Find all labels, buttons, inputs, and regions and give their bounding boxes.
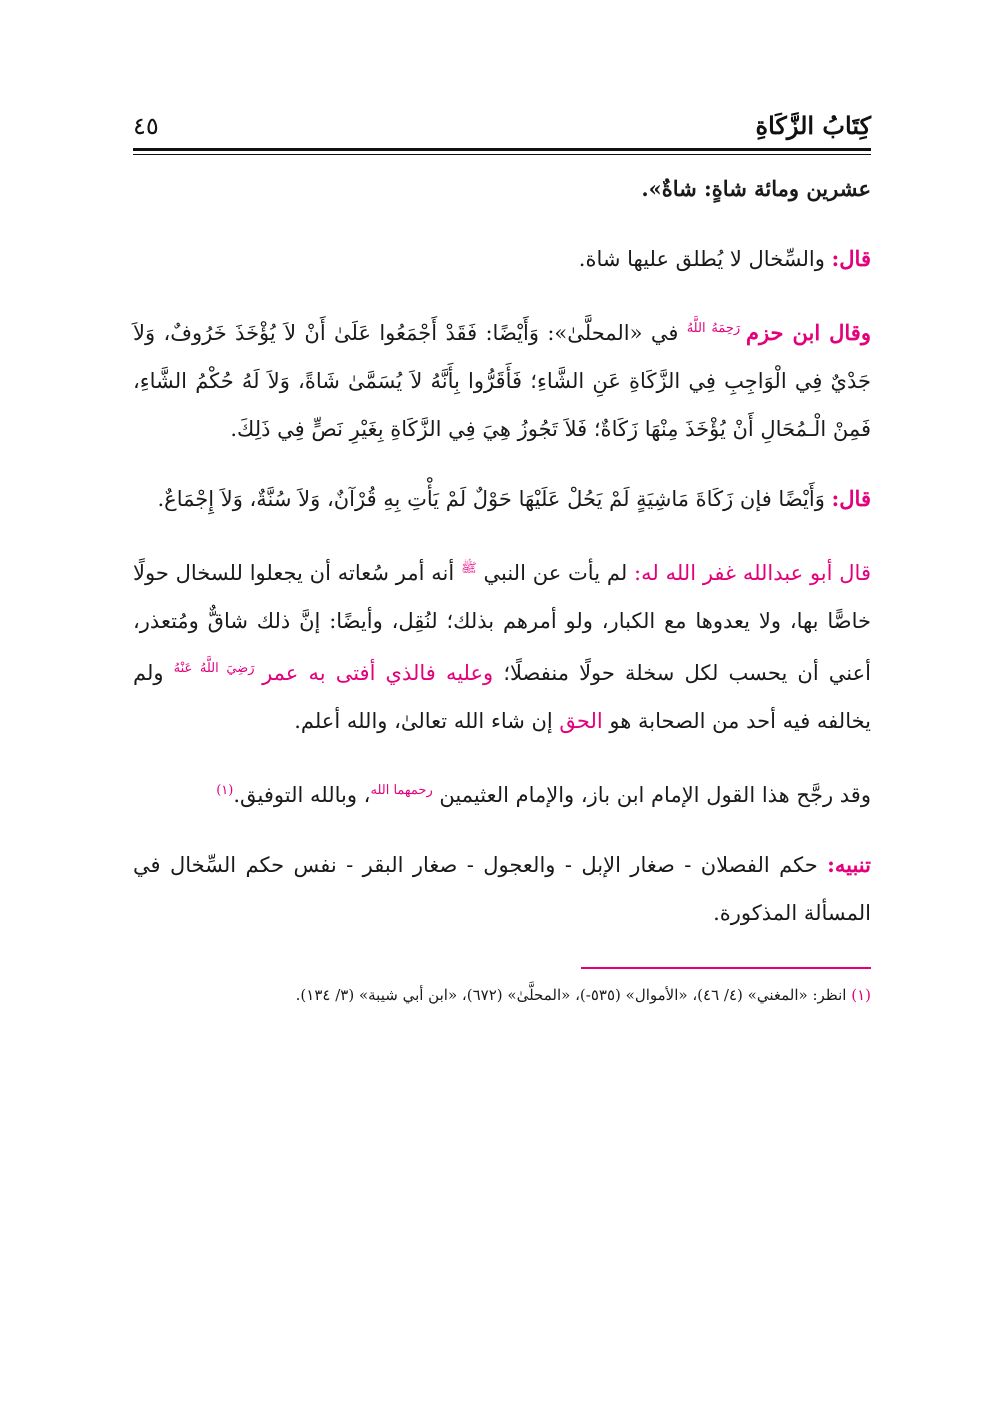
paragraph-5-highlight-b: الحق	[559, 709, 603, 733]
paragraph-5-text-b: أنه أمر سُعاته أن يجعلوا للسخال حولًا خاصًّا بها، ولا يعدوها مع الكبار، ولو أمرهم بذلك؛ لنُقِل، وأيضًا: إنَّ ذلك شاقٌّ ومُتعذر، أعني أن يحسب لكل سخلة حولًا منفصلًا؛	[133, 561, 872, 685]
qala-label: قال:	[831, 246, 871, 271]
paragraph-4	[133, 475, 871, 523]
footnote-marker: (١)	[851, 986, 871, 1004]
paragraph-7	[133, 841, 871, 937]
paragraph-2-text: والسِّخال لا يُطلق عليها شاة.	[578, 247, 832, 271]
paragraph-7-text: حكم الفصلان - صغار الإبل - والعجول - صغار البقر - نفس حكم السِّخال في المسألة المذكورة.	[133, 853, 871, 925]
footnote-ref[interactable]: (١)	[216, 783, 234, 798]
paragraph-6	[133, 767, 871, 819]
footnote	[133, 981, 871, 1009]
paragraph-6-text-b: ، وبالله التوفيق.	[233, 783, 371, 807]
paragraph-3	[133, 305, 871, 453]
page-body	[133, 165, 871, 937]
tanbih-label: تنبيه:	[827, 852, 871, 877]
chapter-title: كِتَابُ الزَّكَاةِ	[755, 111, 871, 140]
paragraph-5-text-c: ولم يخالفه فيه أحد من الصحابة هو	[133, 661, 871, 733]
footnote-rule	[581, 967, 871, 969]
paragraph-5-text-a: لم يأت عن النبي	[476, 561, 635, 585]
paragraph-5	[133, 545, 871, 745]
honorific-radiyallah: رَضِيَ اللَّهُ عَنْهُ	[173, 661, 263, 676]
footnote-text: انظر: «المغني» (٤/ ٤٦)، «الأموال» (٥٣٥-)، «المحلَّىٰ» (٦٧٢)، «ابن أبي شيبة» (٣/ ١٣٤).	[295, 986, 852, 1004]
paragraph-3-text: في «المحلَّىٰ»: وَأَيْضًا: فَقَدْ أَجْمَعُوا عَلَىٰ أَنْ لاَ يُؤْخَذَ خَرُوفٌ، وَلاَ جَدْيٌ فِي الْوَاجِبِ فِي الزَّكَاةِ عَنِ الشَّاءِ؛ فَأَقَرُّوا بِأَنَّهُ لاَ يُسَمَّىٰ شَاةً، وَلاَ لَهُ حُكْمُ الشَّاءِ، فَمِنْ الْـمُحَالِ أَنْ يُؤْخَذَ مِنْهَا زَكَاةٌ؛ فَلاَ تَجُوزُ هِيَ فِي الزَّكَاةِ بِغَيْرِ نَصٍّ فِي ذَلِكَ.	[133, 321, 871, 441]
header-rule-thick	[133, 148, 871, 151]
paragraph-6-text: وقد رجَّح هذا القول الإمام ابن باز، والإمام العثيمين	[432, 783, 871, 807]
paragraph-1: عشرين ومائة شاةٍ: شاةٌ».	[641, 176, 871, 201]
author-label: قال أبو عبدالله غفر الله له:	[634, 561, 871, 585]
paragraph-2	[133, 235, 871, 283]
page-number: ٤٥	[133, 112, 159, 140]
paragraph-5-text-d: إن شاء الله تعالىٰ، والله أعلم.	[294, 709, 560, 733]
honorific-rahimahullah: رَحِمَهُ اللَّهُ	[686, 321, 746, 336]
paragraph-5-highlight-a: وعليه فالذي أفتى به عمر	[262, 661, 494, 685]
paragraph-4-text: وَأَيْضًا فإن زَكَاةَ مَاشِيَةٍ لَمْ يَحُلْ عَلَيْهَا حَوْلٌ لَمْ يَأْتِ بِهِ قُرْآنٌ، وَلاَ سُنَّةٌ، وَلاَ إِجْمَاعٌ.	[157, 487, 832, 511]
honorific-rahimahumallah: رحمهما الله	[370, 783, 433, 798]
salla-symbol: ﷺ	[460, 561, 477, 576]
ibn-hazm-label: وقال ابن حزم	[745, 320, 871, 345]
header-rule-thin	[133, 154, 871, 155]
page-header	[133, 108, 871, 148]
qala-label-2: قال:	[831, 486, 871, 511]
book-page	[133, 108, 871, 1009]
